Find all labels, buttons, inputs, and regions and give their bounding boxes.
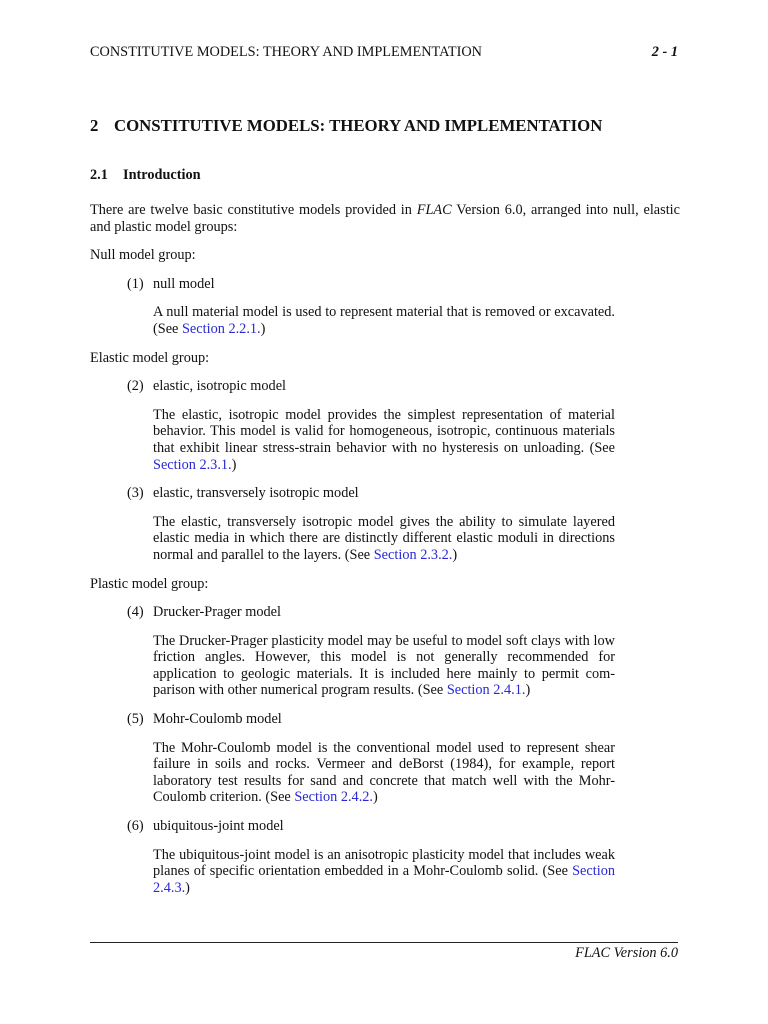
model-item-description xyxy=(153,514,615,564)
section-link-2-4-1[interactable]: Section 2.4.1. xyxy=(446,682,526,699)
footer-divider xyxy=(90,942,678,943)
description-text: The Drucker-Prager plasticity model may be useful to model soft clays with low friction angles. However, this model is not generally recommended for application to geologic materials. It is included here mainly to permit comparison with other numerical program results. (See xyxy=(153,632,615,699)
model-item-number: (1) xyxy=(127,275,144,292)
description-close: ) xyxy=(260,320,266,337)
group-label-null: Null model group: xyxy=(90,247,196,264)
model-item-drucker-prager xyxy=(127,604,680,699)
description-close: ) xyxy=(452,546,458,563)
description-text: The elastic, isotropic model provides the simplest representation of material behavior. This model is valid for homogeneous, isotropic, continuous materials that exhibit linear stress-strain behavior with no hysteresis on unloading. (See xyxy=(153,406,615,456)
intro-paragraph xyxy=(90,202,680,235)
group-label-plastic: Plastic model group: xyxy=(90,575,209,592)
model-item-number: (3) xyxy=(127,485,144,502)
model-item-number: (2) xyxy=(127,378,144,395)
description-text: The Mohr-Coulomb model is the conventional model used to represent shear failure in soils and rocks. Vermeer and deBorst (1984), for example, report laboratory test results for sand and concrete that match well with the Mohr-Coulomb criterion. (See xyxy=(153,739,615,806)
model-item-name: Mohr-Coulomb model xyxy=(153,711,282,728)
model-item-heading xyxy=(127,378,680,395)
section-link-2-3-2[interactable]: Section 2.3.2. xyxy=(373,546,453,563)
model-item-description xyxy=(153,740,615,806)
model-item-name: null model xyxy=(153,275,215,292)
model-item-name: elastic, transversely isotropic model xyxy=(153,485,359,502)
model-item-name: elastic, isotropic model xyxy=(153,378,287,395)
intro-emphasis: FLAC xyxy=(416,202,452,218)
section-link-2-4-3[interactable]: Section 2.4.3. xyxy=(153,863,615,896)
model-item-heading xyxy=(127,276,680,293)
model-item-elastic-isotropic xyxy=(127,378,680,473)
chapter-title: CONSTITUTIVE MODELS: THEORY AND IMPLEMENTATION xyxy=(114,116,603,135)
model-item-description xyxy=(153,407,615,473)
model-item-null xyxy=(127,276,680,338)
section-link-2-2-1[interactable]: Section 2.2.1. xyxy=(181,320,261,337)
description-close: ) xyxy=(185,879,190,896)
model-item-description xyxy=(153,304,615,337)
section-link-2-3-1[interactable]: Section 2.3.1. xyxy=(153,456,232,473)
intro-text-end: Version 6.0, arranged into null, elastic and plastic model groups: xyxy=(90,202,680,235)
footer-version: FLAC Version 6.0 xyxy=(575,945,678,961)
description-close: ) xyxy=(373,789,378,806)
chapter-heading xyxy=(90,116,602,136)
model-item-name: Drucker-Prager model xyxy=(153,604,281,621)
model-item-description xyxy=(153,847,615,897)
model-item-name: ubiquitous-joint model xyxy=(153,818,284,835)
section-link-2-4-2[interactable]: Section 2.4.2. xyxy=(294,789,373,806)
chapter-number: 2 xyxy=(90,116,99,135)
description-close: ) xyxy=(231,456,237,473)
model-item-elastic-transversely-isotropic xyxy=(127,485,680,563)
model-item-number: (6) xyxy=(127,818,144,835)
model-item-heading xyxy=(127,818,680,835)
model-item-mohr-coulomb xyxy=(127,711,680,806)
model-item-heading xyxy=(127,711,680,728)
section-title: Introduction xyxy=(123,167,201,183)
running-header-title: CONSTITUTIVE MODELS: THEORY AND IMPLEMENTATION xyxy=(90,44,483,60)
section-number: 2.1 xyxy=(90,167,108,183)
description-close: ) xyxy=(525,682,531,699)
intro-text-start: There are twelve basic constitutive models provided in xyxy=(90,202,417,218)
description-text: A null material model is used to represent material that is removed or excavated. (See xyxy=(153,304,615,337)
body-text xyxy=(90,202,680,908)
model-item-number: (4) xyxy=(127,604,144,621)
group-label-elastic: Elastic model group: xyxy=(90,349,210,366)
description-text: The elastic, transversely isotropic model gives the ability to simulate layered elastic media in which there are distinctly different elastic moduli in directions normal and parallel to the layers. (See xyxy=(153,513,615,563)
model-item-ubiquitous-joint xyxy=(127,818,680,896)
page-number: 2 - 1 xyxy=(651,44,678,60)
model-item-number: (5) xyxy=(127,711,144,728)
section-heading xyxy=(90,167,201,184)
model-item-description xyxy=(153,633,615,699)
description-text: The ubiquitous-joint model is an anisotropic plasticity model that includes weak planes of specific orientation embedded in a Mohr-Coulomb solid. (See xyxy=(153,846,615,880)
model-item-heading xyxy=(127,485,680,502)
model-item-heading xyxy=(127,604,680,621)
